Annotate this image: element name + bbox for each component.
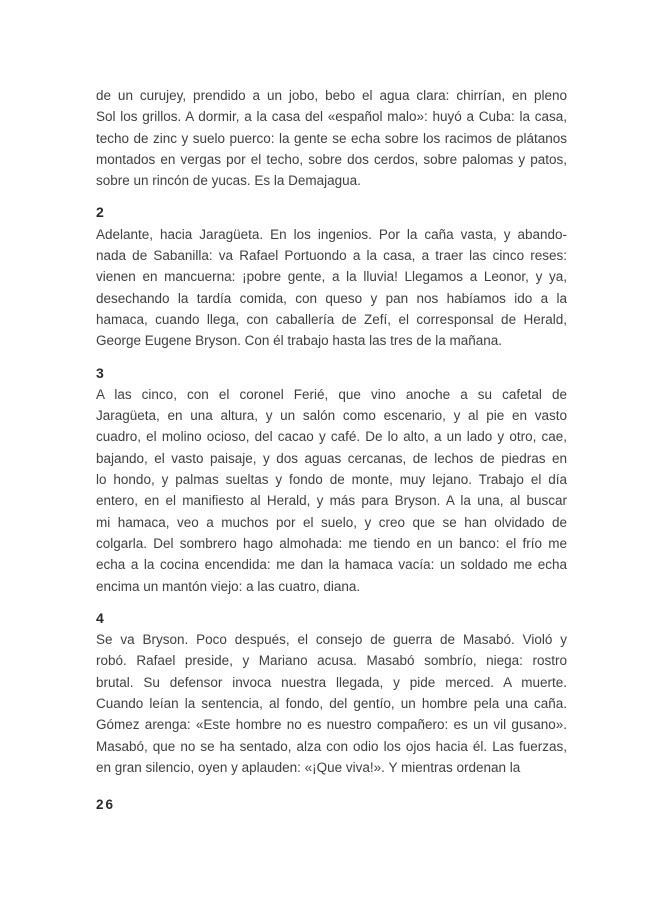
text-line: de un curujey, prendido a un jobo, bebo el agua clara: chirrían, en pleno [96, 88, 567, 103]
text-line: sobre un rincón de yucas. Es la Demajagua. [96, 173, 361, 189]
text-line: desechando la tardía comida, con queso y pan nos habíamos ido a la [96, 290, 567, 306]
text-section [96, 202, 567, 351]
text-line: Adelante, hacia Jaragüeta. En los ingenios. Por la caña vasta, y abando- [96, 226, 567, 242]
text-line: vienen en mancuerna: ¡pobre gente, a la lluvia! Llegamos a Leonor, y ya, [96, 269, 567, 285]
text-line: techo de zinc y suelo puerco: la gente se echa sobre los racimos de plátanos [96, 130, 567, 146]
paragraph [96, 384, 567, 597]
text-line: echa a la cocina encendida: me dan la hamaca vacía: un soldado me echa [96, 557, 567, 573]
section-number-heading: 4 [96, 609, 104, 626]
text-line: encima un mantón viejo: a las cuatro, diana. [96, 578, 361, 594]
text-line: Cuando leían la sentencia, al fondo, del gentío, un hombre pela una caña. [96, 696, 567, 712]
text-line: nada de Sabanilla: va Rafael Portuondo a la casa, a traer las cinco reses: [96, 248, 567, 264]
text-line: Sol los grillos. A dormir, a la casa del «español malo»: huyó a Cuba: la casa, [96, 109, 567, 125]
text-section [96, 608, 567, 778]
text-line: colgarla. Del sombrero hago almohada: me tiendo en un banco: el frío me [96, 535, 567, 551]
section-number-heading: 3 [96, 364, 104, 381]
text-line: A las cinco, con el coronel Ferié, que vino anoche a su cafetal de [96, 386, 567, 402]
text-line: Masabó, que no se ha sentado, alza con odio los ojos hacia él. Las fuerzas, [96, 738, 567, 754]
text-section [96, 363, 567, 597]
paragraph [96, 85, 567, 191]
text-line: entero, en el manifiesto al Herald, y más para Bryson. A la una, al buscar [96, 493, 567, 509]
text-line: montados en vergas por el techo, sobre dos cerdos, sobre palomas y patos, [96, 151, 567, 167]
text-line: en gran silencio, oyen y aplauden: «¡Que viva!». Y mientras ordenan la [96, 759, 521, 775]
text-line: Gómez arenga: «Este hombre no es nuestro compañero: es un vil gusano». [96, 717, 567, 733]
text-line: robó. Rafael preside, y Mariano acusa. Masabó sombrío, niega: rostro [96, 653, 567, 669]
paragraph [96, 629, 567, 778]
text-line: cuadro, el molino ocioso, del cacao y café. De lo alto, a un lado y otro, cae, [96, 429, 567, 445]
text-line: Jaragüeta, en una altura, y un salón como escenario, y al pie en vasto [96, 408, 567, 424]
text-line: Se va Bryson. Poco después, el consejo de guerra de Masabó. Violó y [96, 632, 567, 648]
paragraph [96, 224, 567, 352]
text-line: lo hondo, y palmas sueltas y fondo de monte, muy lejano. Trabajo el día [96, 472, 567, 488]
text-line: bajando, el vasto paisaje, y dos aguas cercanas, de lechos de piedras en [96, 450, 567, 466]
text-line: hamaca, cuando llega, con caballería de Zefí, el corresponsal de Herald, [96, 311, 567, 327]
text-section [96, 85, 567, 191]
section-number-heading: 2 [96, 204, 104, 221]
text-line: George Eugene Bryson. Con él trabajo hasta las tres de la mañana. [96, 333, 502, 349]
text-line: mi hamaca, veo a muchos por el suelo, y creo que se han olvidado de [96, 514, 567, 530]
text-column [96, 85, 567, 778]
page-number: 26 [96, 797, 116, 812]
text-line: brutal. Su defensor invoca nuestra llegada, y pide merced. A muerte. [96, 674, 567, 690]
